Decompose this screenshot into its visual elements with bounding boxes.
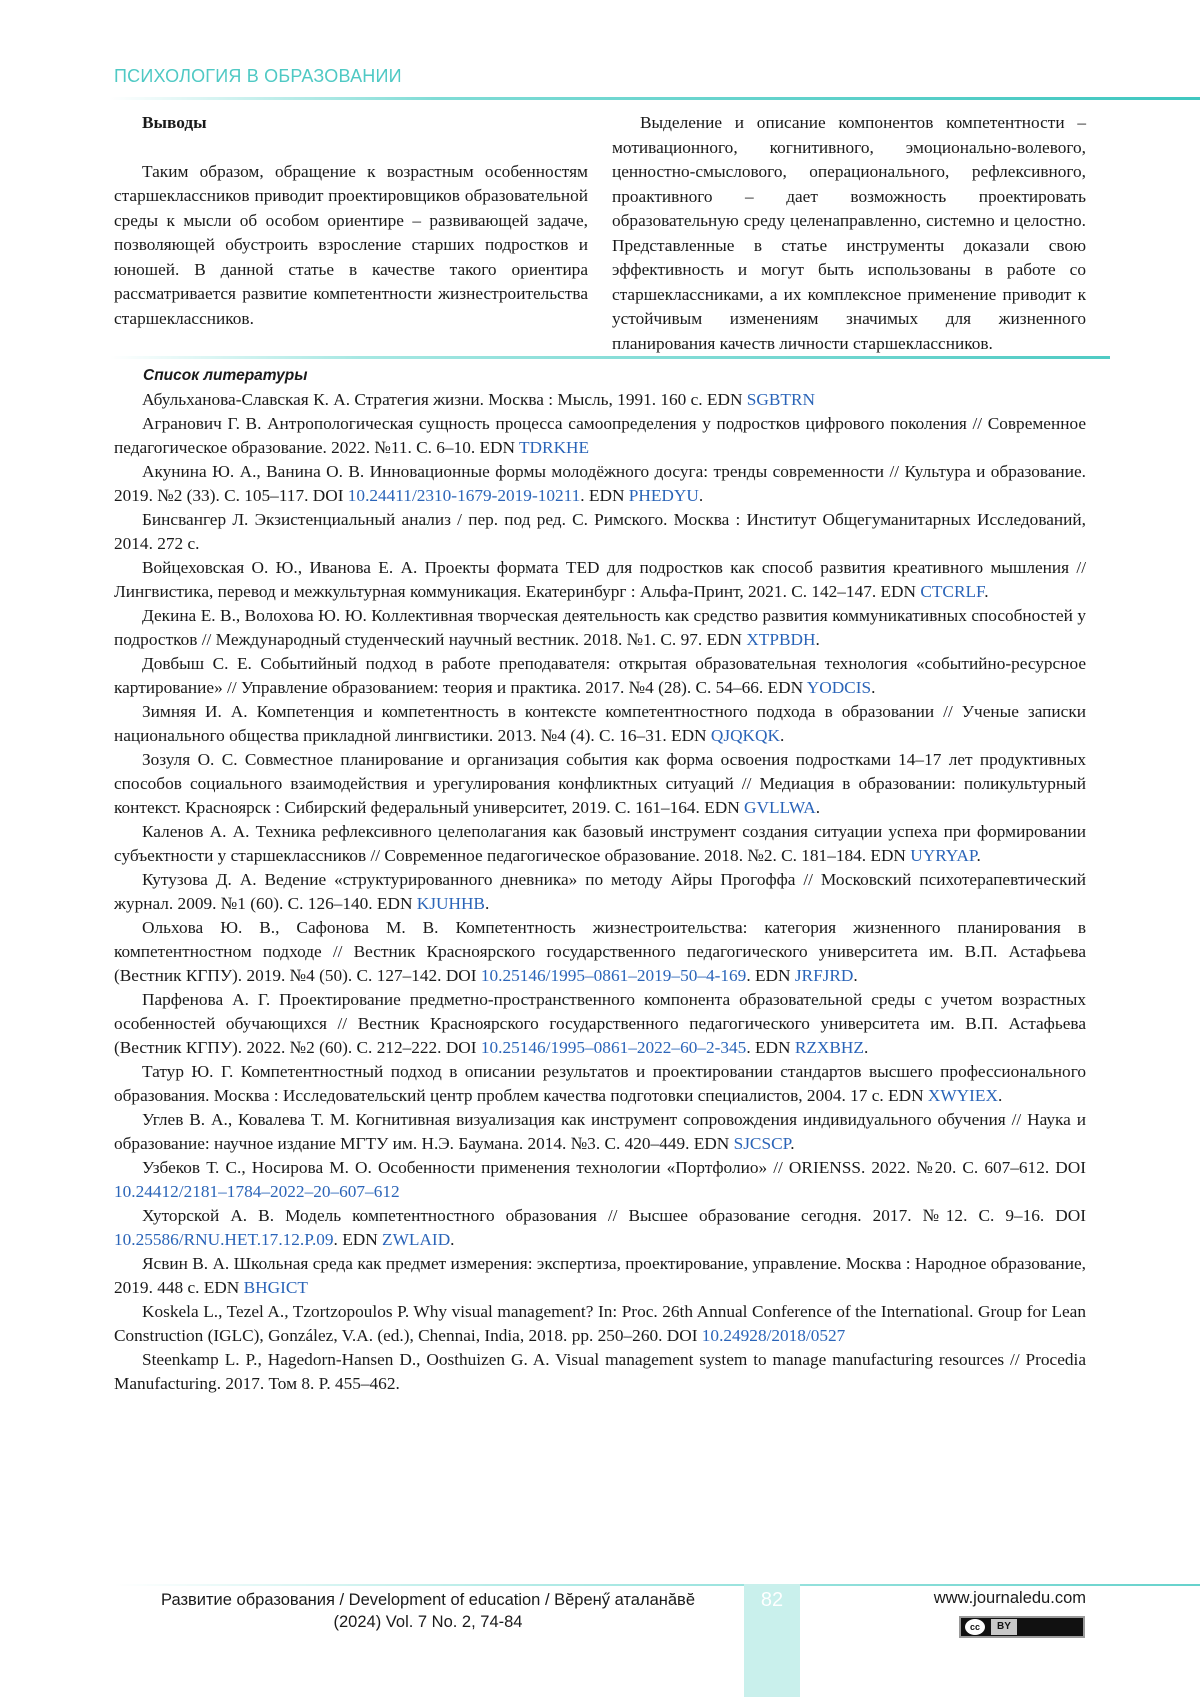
edn-link[interactable]: ZWLAID (382, 1230, 451, 1249)
reference-item (114, 508, 1086, 556)
edn-link[interactable]: JRFJRD (794, 966, 854, 985)
edn-link[interactable]: CTCRLF (920, 582, 985, 601)
reference-end: . (984, 582, 989, 601)
edn-link[interactable]: PHEDYU (628, 486, 699, 505)
reference-item (114, 748, 1086, 820)
reference-item (114, 1060, 1086, 1108)
conclusions-left-paragraph: Таким образом, обращение к возрастным особенностям старшеклассников приводит проектировщиков образовательной среды к мысли об особом ориентире – развивающей задаче, позволяющей обустроить взросление старших подростков и юношей. В данной статье в качестве такого ориентира рассматривается развитие компетентности жизнестроительства старшеклассников. (114, 161, 588, 328)
edn-link[interactable]: XTPBDH (746, 630, 816, 649)
reference-text: Бинсвангер Л. Экзистенциальный анализ / пер. под ред. С. Римского. Москва : Институт Общегуманитарных Исследований, 2014. 272 с. (114, 510, 1086, 553)
reference-text: Ясвин В. А. Школьная среда как предмет измерения: экспертиза, проектирование, управление. Москва : Народное образование, 2019. 448 с. EDN (114, 1254, 1086, 1297)
edn-link[interactable]: SGBTRN (746, 390, 815, 409)
reference-end: . (976, 846, 981, 865)
reference-item (114, 412, 1086, 460)
edn-link[interactable]: SJCSCP (733, 1134, 791, 1153)
reference-separator: . EDN (746, 1038, 795, 1057)
doi-link[interactable]: 10.25146/1995–0861–2019–50–4-169 (480, 966, 747, 985)
reference-text: Абульханова-Славская К. А. Стратегия жизни. Москва : Мысль, 1991. 160 с. EDN (142, 390, 747, 409)
reference-item (114, 388, 1086, 412)
reference-text: Зозуля О. С. Совместное планирование и организация события как форма освоения подростками 14–17 лет продуктивных способов социального взаимодействия и урегулирования конфликтных ситуаций // Медиация в образовании: поликультурный контекст. Красноярск : Сибирский федеральный университет, 2019. С. 161–164. EDN (114, 750, 1086, 817)
reference-separator: . EDN (746, 966, 795, 985)
reference-end: . (698, 486, 704, 505)
reference-end: . (815, 630, 820, 649)
reference-end: . (484, 894, 490, 913)
reference-item (114, 868, 1086, 916)
reference-end: . (790, 1134, 795, 1153)
reference-text: Хуторской А. В. Модель компетентностного образования // Высшее образование сегодня. 2017. №12. С. 9–16. DOI (142, 1206, 1086, 1225)
journal-website-link[interactable]: www.journaledu.com (933, 1589, 1086, 1607)
edn-link[interactable]: TDRKHE (519, 438, 590, 457)
section-divider (110, 356, 1110, 359)
reference-item (114, 820, 1086, 868)
reference-item (114, 1108, 1086, 1156)
references-title: Список литературы (143, 367, 308, 384)
doi-link[interactable]: 10.25146/1995–0861–2022–60–2-345 (480, 1038, 747, 1057)
reference-item (114, 916, 1086, 988)
edn-link[interactable]: KJUHHB (416, 894, 485, 913)
reference-item (114, 1156, 1086, 1204)
reference-text: Steenkamp L. P., Hagedorn-Hansen D., Oosthuizen G. A. Visual management system to manage manufacturing resources // Procedia Manufacturing. 2017. Том 8. P. 455–462. (114, 1350, 1086, 1393)
header-divider (110, 97, 1200, 100)
reference-end: . (780, 726, 785, 745)
reference-item (114, 556, 1086, 604)
reference-item (114, 460, 1086, 508)
reference-item (114, 1348, 1086, 1396)
edn-link[interactable]: RZXBHZ (794, 1038, 864, 1057)
reference-text: Татур Ю. Г. Компетентностный подход в описании результатов и проектировании стандартов высшего профессионального образования. Москва : Исследовательский центр проблем качества подготовки специалистов, 2004. 17 с. EDN (114, 1062, 1086, 1105)
page-number: 82 (760, 1589, 784, 1611)
doi-link[interactable]: 10.24412/2181–1784–2022–20–607–612 (114, 1182, 400, 1201)
conclusions-right-column (612, 111, 1086, 356)
reference-end: . (450, 1230, 455, 1249)
edn-link[interactable]: YODCIS (806, 678, 872, 697)
reference-item (114, 652, 1086, 700)
references-list (114, 388, 1086, 1396)
reference-item (114, 988, 1086, 1060)
creative-commons-icon: cc (965, 1619, 985, 1635)
conclusions-left-column (114, 111, 588, 331)
reference-item (114, 1252, 1086, 1300)
reference-text: Довбыш С. Е. Событийный подход в работе преподавателя: открытая образовательная технология «событийно-ресурсное картирование» // Управление образованием: теория и практика. 2017. №4 (28). С. 54–66. EDN (114, 654, 1086, 697)
section-title: ПСИХОЛОГИЯ В ОБРАЗОВАНИИ (114, 66, 402, 86)
reference-end: . (853, 966, 858, 985)
journal-citation (128, 1589, 728, 1633)
license-by-label: BY (991, 1619, 1017, 1635)
doi-link[interactable]: 10.24928/2018/0527 (701, 1326, 846, 1345)
reference-text: Узбеков Т. С., Носирова М. О. Особенности применения технологии «Портфолио» // ORIENSS. 2022. №20. С. 607–612. DOI (142, 1158, 1086, 1177)
reference-text: Каленов А. А. Техника рефлексивного целеполагания как базовый инструмент создания ситуации успеха при формировании субъектности у старшеклассников // Современное педагогическое образование. 2018. №2. С. 181–184. EDN (114, 822, 1086, 865)
reference-separator: . EDN (333, 1230, 383, 1249)
reference-text: Углев В. А., Ковалева Т. М. Когнитивная визуализация как инструмент сопровождения индивидуального обучения // Наука и образование: научное издание МГТУ им. Н.Э. Баумана. 2014. №3. С. 420–449. EDN (114, 1110, 1086, 1153)
journal-volume: (2024) Vol. 7 No. 2, 74-84 (333, 1613, 523, 1631)
reference-end: . (863, 1038, 869, 1057)
reference-end: . (997, 1086, 1003, 1105)
reference-text: Агранович Г. В. Антропологическая сущность процесса самоопределения у подростков цифрового поколения // Современное педагогическое образование. 2022. №11. С. 6–10. EDN (114, 414, 1086, 457)
journal-name: Развитие образования / Development of education / Вĕренӳ аталанăвĕ (161, 1591, 695, 1609)
reference-end: . (815, 798, 821, 817)
reference-text: Зимняя И. А. Компетенция и компетентность в контексте компетентностного подхода в образовании // Ученые записки национального общества прикладной лингвистики. 2013. №4 (4). С. 16–31. EDN (114, 702, 1086, 745)
conclusions-right-paragraph: Выделение и описание компонентов компетентности – мотивационного, когнитивного, эмоционально-волевого, ценностно-смыслового, операционального, рефлексивного, проактивного – дает возможность проектировать образовательную среду целенаправленно, системно и целостно. Представленные в статье инструменты доказали свою эффективность и могут быть использованы в работе со старшеклассниками, а их комплексное применение приводит к устойчивым изменениям значимых для жизненного планирования качеств личности старшеклассников. (612, 113, 1086, 353)
doi-link[interactable]: 10.25586/RNU.HET.17.12.P.09 (114, 1230, 334, 1249)
reference-text: Акунина Ю. А., Ванина О. В. Инновационные формы молодёжного досуга: тренды современности // Культура и образование. 2019. №2 (33). С. 105–117. DOI (114, 462, 1086, 505)
reference-item (114, 604, 1086, 652)
footer-divider (114, 1584, 1200, 1586)
reference-text: Кутузова Д. А. Ведение «структурированного дневника» по методу Айры Прогоффа // Московский психотерапевтический журнал. 2009. №1 (60). С. 126–140. EDN (114, 870, 1086, 913)
reference-text: Парфенова А. Г. Проектирование предметно-пространственного компонента образовательной среды с учетом возрастных особенностей обучающихся // Вестник Красноярского государственного педагогического университета им. В.П. Астафьева (Вестник КГПУ). 2022. №2 (60). С. 212–222. DOI (114, 990, 1086, 1057)
reference-separator: . EDN (580, 486, 629, 505)
reference-item (114, 1300, 1086, 1348)
reference-item (114, 700, 1086, 748)
reference-text: Ольхова Ю. В., Сафонова М. В. Компетентность жизнестроительства: категория жизненного планирования в компетентностном подходе // Вестник Красноярского государственного педагогического университета им. В.П. Астафьева (Вестник КГПУ). 2019. №4 (50). С. 127–142. DOI (114, 918, 1086, 985)
edn-link[interactable]: GVLLWA (744, 798, 816, 817)
reference-item (114, 1204, 1086, 1252)
reference-end: . (871, 678, 876, 697)
reference-text: Войцеховская О. Ю., Иванова Е. А. Проекты формата TED для подростков как способ развития креативного мышления // Лингвистика, перевод и межкультурная коммуникация. Екатеринбург : Альфа-Принт, 2021. С. 142–147. EDN (114, 558, 1086, 601)
edn-link[interactable]: BHGICT (243, 1278, 308, 1297)
doi-link[interactable]: 10.24411/2310-1679-2019-10211 (347, 486, 581, 505)
reference-text: Декина Е. В., Волохова Ю. Ю. Коллективная творческая деятельность как средство развития коммуникативных способностей у подростков // Международный студенческий научный вестник. 2018. №1. С. 97. EDN (114, 606, 1086, 649)
edn-link[interactable]: UYRYAP (910, 846, 977, 865)
conclusions-heading: Выводы (142, 113, 207, 132)
cc-by-license-badge[interactable] (959, 1616, 1085, 1638)
edn-link[interactable]: QJQKQK (710, 726, 780, 745)
reference-text: Koskela L., Tezel A., Tzortzopoulos P. Why visual management? In: Proc. 26th Annual Conference of the International. Group for Lean Construction (IGLC), González, V.A. (ed.), Chennai, India, 2018. pp. 250–260. DOI (114, 1302, 1086, 1345)
edn-link[interactable]: XWYIEX (927, 1086, 998, 1105)
